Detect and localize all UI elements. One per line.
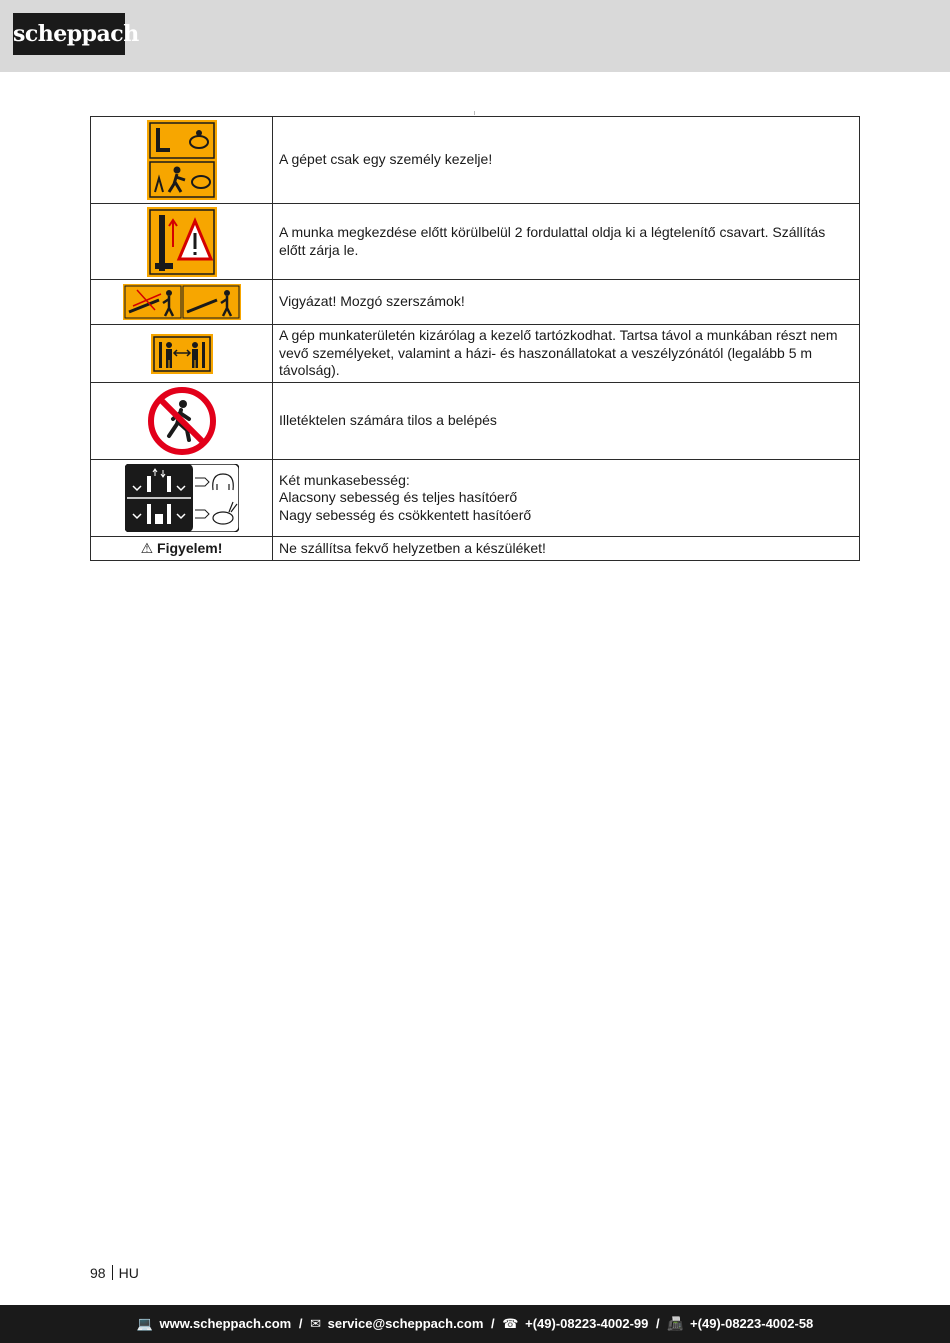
row-text: A munka megkezdése előtt körülbelül 2 fordulattal oldja ki a légtelenítő csavart. Szállítás előtt zárja le. — [279, 224, 826, 258]
operator-area-sign-icon — [151, 334, 213, 374]
table-row — [91, 537, 860, 561]
row-text: Alacsony sebesség és teljes hasítóerő — [279, 489, 518, 506]
safety-symbols-table — [90, 116, 860, 561]
vent-screw-warning-sign-icon — [147, 207, 217, 277]
two-speeds-sign-icon — [125, 464, 239, 532]
no-entry-sign-icon — [147, 386, 217, 456]
row-text: Vigyázat! Mozgó szerszámok! — [279, 293, 465, 310]
decorative-tick — [474, 111, 475, 115]
envelope-icon: ✉ — [310, 1316, 322, 1331]
table-row — [91, 325, 860, 383]
phone-icon: ☎ — [502, 1316, 519, 1331]
row-text: Ne szállítsa fekvő helyzetben a készüléket! — [279, 539, 546, 556]
page-footer: 💻 www.scheppach.com / ✉ service@scheppach.com / ☎ +(49)-08223-4002-99 / 📠 +(49)-08223-4002-58 — [0, 1305, 950, 1343]
phone-number: +(49)-08223-4002-99 — [525, 1316, 649, 1331]
brand-logo: scheppach — [13, 13, 125, 55]
row-text: Nagy sebesség és csökkentett hasítóerő — [279, 506, 532, 523]
warning-label: Figyelem! — [157, 539, 223, 556]
row-text: A gépet csak egy személy kezelje! — [279, 151, 493, 168]
email-link[interactable]: service@scheppach.com — [327, 1316, 484, 1331]
page-header — [0, 0, 950, 72]
row-text: Két munkasebesség: — [279, 471, 410, 488]
page-number: 98 HU — [90, 1265, 139, 1281]
fax-number: +(49)-08223-4002-58 — [690, 1316, 814, 1331]
fax-icon: 📠 — [667, 1316, 684, 1331]
computer-icon: 💻 — [136, 1316, 153, 1331]
website-link[interactable]: www.scheppach.com — [159, 1316, 292, 1331]
moving-tools-sign-icon — [123, 284, 241, 320]
table-row — [91, 383, 860, 460]
row-text: Illetéktelen számára tilos a belépés — [279, 412, 497, 429]
one-operator-sign-icon — [147, 120, 217, 200]
table-row — [91, 204, 860, 280]
table-row — [91, 460, 860, 537]
table-row — [91, 280, 860, 325]
row-text: A gép munkaterületén kizárólag a kezelő tartózkodhat. Tartsa távol a munkában részt nem vevő személyeket, valamint a házi- és haszonállatokat a veszélyzónától (legalább 5 m távolság). — [279, 327, 838, 379]
warning-triangle-icon: ⚠ — [140, 539, 154, 556]
table-row — [91, 117, 860, 204]
